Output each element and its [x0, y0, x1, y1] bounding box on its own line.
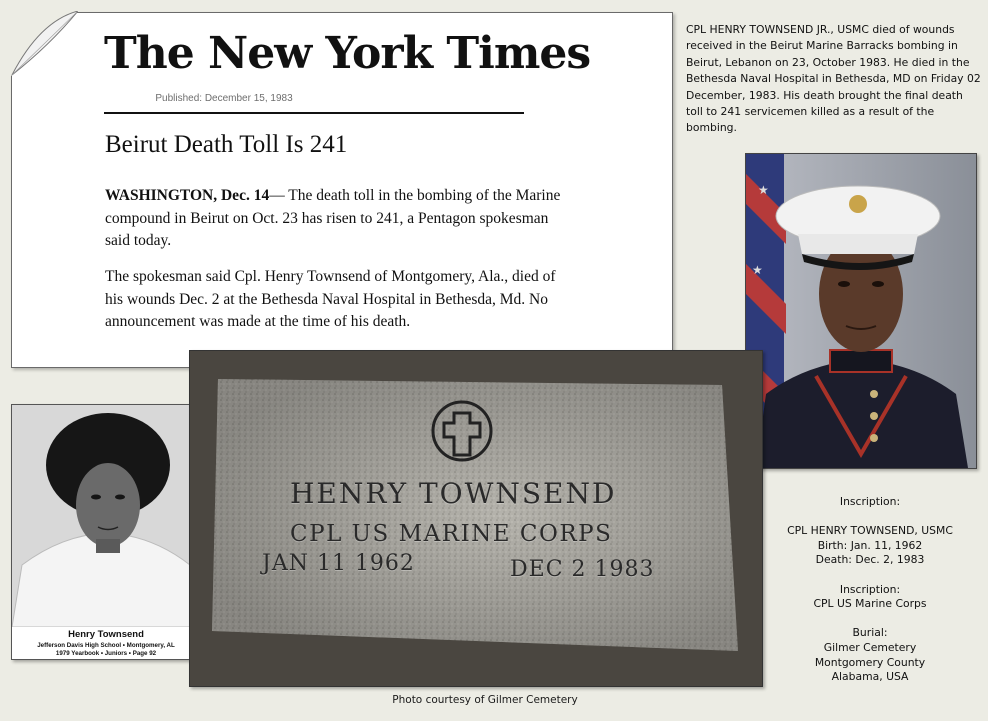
- yearbook-name: Henry Townsend: [68, 629, 144, 640]
- inscription-birth: Birth: Jan. 11, 1962: [817, 538, 923, 552]
- inscription-heading: Inscription:: [839, 495, 901, 508]
- dateline: WASHINGTON, Dec. 14: [105, 187, 270, 204]
- inscription-text-2: CPL US Marine Corps: [813, 597, 927, 611]
- headstone-name: HENRY TOWNSEND: [290, 477, 617, 510]
- headstone-photo: [189, 350, 763, 687]
- headstone-birth: JAN 11 1962: [262, 551, 415, 576]
- burial-county: Montgomery County: [814, 655, 926, 669]
- spacer: [770, 510, 970, 525]
- spacer: [770, 612, 970, 627]
- marine-portrait-photo: [745, 153, 977, 469]
- svg-text:★: ★: [758, 183, 769, 197]
- burial-cemetery: Gilmer Cemetery: [823, 640, 917, 654]
- article-headline: Beirut Death Toll Is 241: [105, 131, 348, 158]
- yearbook-photo: [11, 404, 201, 660]
- caption-text: CPL HENRY TOWNSEND JR., USMC died of wounds received in the Beirut Marine Barracks bombing in Beirut, Lebanon on 23, October 1983. He died in the Bethesda Naval Hospital in Bethesda, MD on Friday 02 December, 1983. His death brought the final death toll to 241 servicemen killed as a result of the bombing.: [686, 23, 981, 135]
- masthead-rule: [104, 112, 524, 114]
- photo-credit: Photo courtesy of Gilmer Cemetery: [392, 694, 578, 706]
- svg-text:★: ★: [752, 263, 763, 277]
- headstone-death: DEC 2 1983: [510, 557, 655, 582]
- article-paragraph-1: [105, 185, 565, 253]
- page-curl-icon: [10, 11, 78, 77]
- inscription-name: CPL HENRY TOWNSEND, USMC: [787, 524, 953, 538]
- burial-heading: Burial:: [852, 626, 888, 640]
- paragraph-1-text: — The death toll in the bombing of the Marine compound in Beirut on Oct. 23 has risen to 241, a Pentagon spokesman said today.: [105, 187, 561, 249]
- headstone-rank: CPL US MARINE CORPS: [290, 521, 613, 547]
- spacer: [770, 568, 970, 583]
- inscription-heading-2: Inscription:: [839, 582, 901, 596]
- burial-state: Alabama, USA: [831, 670, 909, 684]
- inscription-death: Death: Dec. 2, 1983: [815, 553, 925, 567]
- inscription-block: [770, 495, 970, 685]
- published-date: Published: December 15, 1983: [155, 93, 293, 104]
- yearbook-year: 1979 Yearbook • Juniors • Page 92: [55, 650, 157, 657]
- yearbook-school: Jefferson Davis High School • Montgomery, AL: [37, 642, 175, 649]
- article-paragraph-2: The spokesman said Cpl. Henry Townsend of Montgomery, Ala., died of his wounds Dec. 2 at the Bethesda Naval Hospital in Bethesda, Md. No announcement was made at the time of his death.: [105, 268, 556, 330]
- nyt-masthead: The New York Times: [104, 28, 591, 79]
